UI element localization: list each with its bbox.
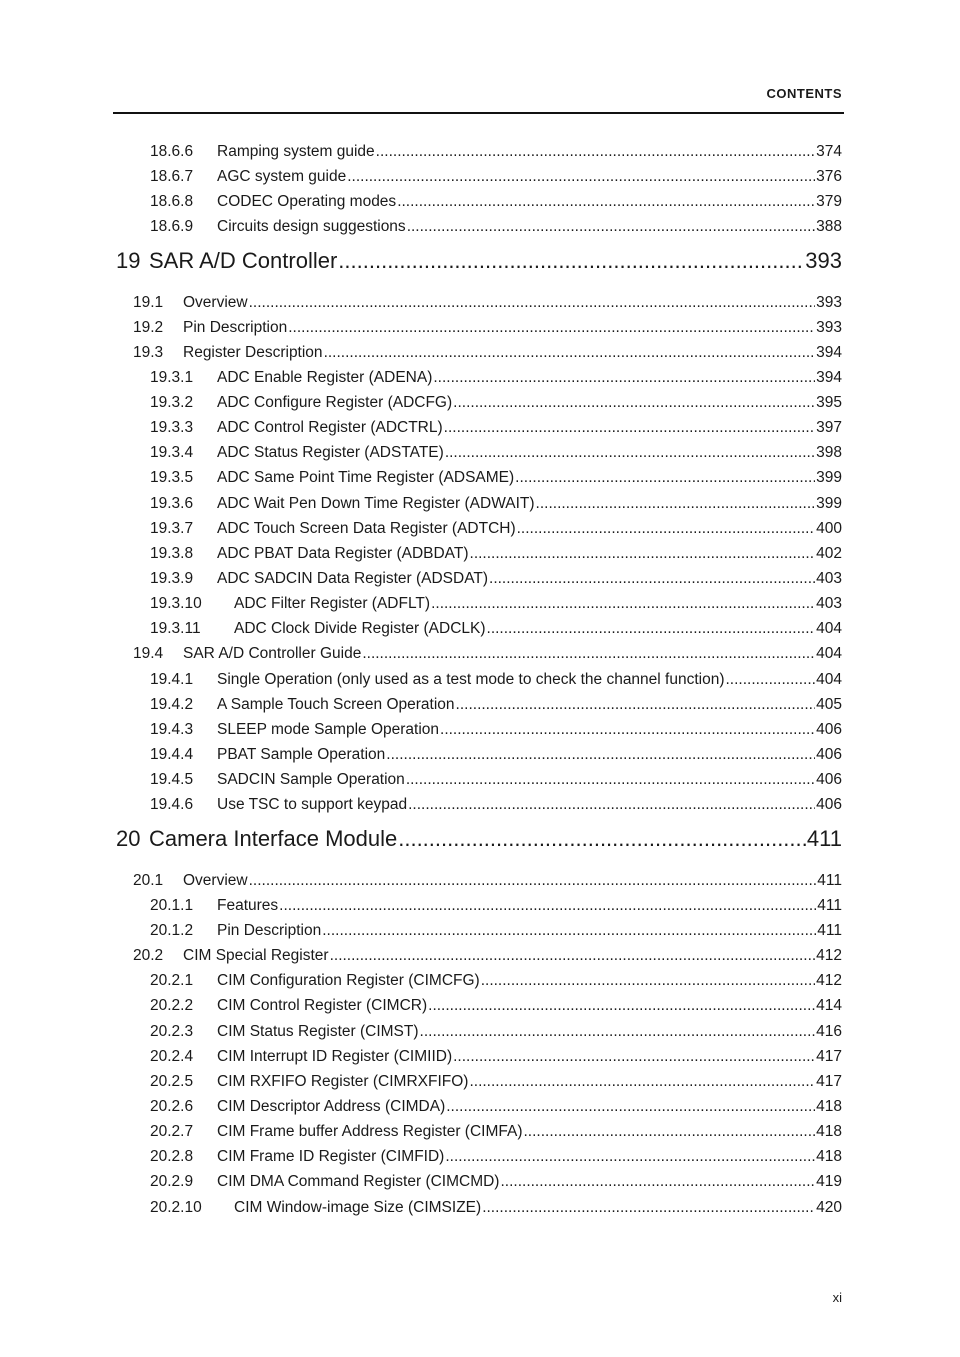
toc-entry-number: 19.3.1 [150, 369, 194, 386]
toc-entry-page: 397 [816, 419, 842, 436]
dot-leader [500, 1173, 815, 1191]
toc-entry-page: 404 [816, 620, 842, 637]
toc-entry[interactable] [150, 1123, 842, 1141]
toc-entry-number: 19.3.5 [150, 469, 194, 486]
toc-entry-page: 374 [816, 143, 842, 160]
toc-entry-page: 388 [816, 218, 842, 235]
dot-leader [470, 545, 816, 563]
toc-entry-page: 414 [816, 997, 842, 1014]
toc-entry-title: ADC Status Register (ADSTATE) [217, 444, 444, 461]
dot-leader [288, 319, 815, 337]
toc-entry-number: 19.4.5 [150, 771, 194, 788]
toc-entry-title: CIM Window-image Size (CIMSIZE) [234, 1199, 482, 1216]
toc-entry-page: 406 [816, 746, 842, 763]
toc-entry-number: 20.2 [133, 947, 164, 964]
toc-entry-title: ADC Control Register (ADCTRL) [217, 419, 443, 436]
toc-entry-number: 20.2.4 [150, 1048, 194, 1065]
toc-entry-title: CIM Descriptor Address (CIMDA) [217, 1098, 446, 1115]
toc-entry-page: 406 [816, 771, 842, 788]
toc-chapter-entry[interactable] [116, 826, 842, 852]
toc-entry[interactable] [150, 922, 842, 940]
toc-entry[interactable] [150, 143, 842, 161]
toc-entry-title: ADC SADCIN Data Register (ADSDAT) [217, 570, 489, 587]
dot-leader [469, 1073, 815, 1091]
dot-leader [456, 696, 816, 714]
toc-entry-title: CIM Control Register (CIMCR) [217, 997, 428, 1014]
toc-entry[interactable] [133, 947, 842, 965]
toc-entry-page: 376 [816, 168, 842, 185]
toc-entry[interactable] [150, 495, 842, 513]
toc-entry-title: Ramping system guide [217, 143, 375, 160]
toc-entry-title: CIM RXFIFO Register (CIMRXFIFO) [217, 1073, 469, 1090]
toc-entry-page: 406 [816, 796, 842, 813]
toc-entry-title: ADC Configure Register (ADCFG) [217, 394, 453, 411]
dot-leader [536, 495, 816, 513]
toc-entry-title: Overview [183, 294, 248, 311]
dot-leader [398, 826, 806, 852]
toc-entry-number: 20.2.6 [150, 1098, 194, 1115]
dot-leader [726, 671, 816, 689]
toc-entry-number: 19.3.9 [150, 570, 194, 587]
toc-entry-number: 19.3.11 [150, 620, 201, 637]
toc-entry[interactable] [150, 746, 842, 764]
dot-leader [406, 771, 815, 789]
toc-entry-page: 394 [816, 344, 842, 361]
dot-leader [324, 344, 816, 362]
toc-entry-number: 18.6.9 [150, 218, 194, 235]
toc-entry[interactable] [150, 972, 842, 990]
toc-entry[interactable] [150, 1148, 842, 1166]
toc-entry-title: A Sample Touch Screen Operation [217, 696, 455, 713]
toc-entry-number: 19.4.1 [150, 671, 194, 688]
toc-entry[interactable] [133, 872, 842, 890]
toc-entry[interactable] [133, 319, 842, 337]
toc-entry[interactable] [150, 997, 842, 1015]
toc-entry-title: ADC Wait Pen Down Time Register (ADWAIT) [217, 495, 535, 512]
toc-entry-title: Circuits design suggestions [217, 218, 406, 235]
toc-entry-number: 19.3.10 [150, 595, 202, 612]
toc-entry-title: Overview [183, 872, 248, 889]
toc-entry-title: CIM Frame buffer Address Register (CIMFA) [217, 1123, 523, 1140]
toc-entry-page: 405 [816, 696, 842, 713]
toc-entry-page: 394 [816, 369, 842, 386]
toc-entry-title: CIM Status Register (CIMST) [217, 1023, 419, 1040]
toc-entry-page: 404 [816, 671, 842, 688]
toc-entry[interactable] [150, 168, 842, 186]
toc-entry-title: CIM Special Register [183, 947, 329, 964]
toc-entry-title: SAR A/D Controller Guide [183, 645, 362, 662]
toc-entry-page: 417 [816, 1073, 842, 1090]
toc-entry[interactable] [150, 1199, 842, 1217]
toc-entry-page: 379 [816, 193, 842, 210]
toc-entry-title: CIM Frame ID Register (CIMFID) [217, 1148, 445, 1165]
toc-entry[interactable] [150, 469, 842, 487]
toc-entry-page: 399 [816, 469, 842, 486]
toc-entry[interactable] [150, 218, 842, 236]
toc-entry-page: 412 [816, 947, 842, 964]
toc-entry-page: 411 [817, 922, 842, 939]
toc-entry-page: 418 [816, 1098, 842, 1115]
toc-entry-title: SAR A/D Controller [149, 248, 338, 273]
dot-leader [445, 444, 815, 462]
dot-leader [249, 294, 816, 312]
dot-leader [481, 972, 815, 990]
toc-entry-number: 19.3.4 [150, 444, 194, 461]
dot-leader [446, 1098, 815, 1116]
toc-entry-title: CODEC Operating modes [217, 193, 397, 210]
toc-entry-number: 19.3.3 [150, 419, 194, 436]
toc-entry-title: CIM Configuration Register (CIMCFG) [217, 972, 480, 989]
dot-leader [322, 922, 816, 940]
toc-entry[interactable] [150, 1173, 842, 1191]
toc-entry-page: 393 [805, 248, 842, 273]
toc-entry-number: 19.3.8 [150, 545, 194, 562]
running-header: CONTENTS [766, 86, 842, 101]
toc-entry-title: ADC Touch Screen Data Register (ADTCH) [217, 520, 516, 537]
dot-leader [515, 469, 815, 487]
toc-entry[interactable] [150, 1048, 842, 1066]
dot-leader [440, 721, 815, 739]
toc-entry-number: 20.1.2 [150, 922, 194, 939]
toc-entry-number: 20.2.9 [150, 1173, 194, 1190]
toc-entry-number: 19.3.2 [150, 394, 194, 411]
dot-leader [524, 1123, 816, 1141]
toc-entry[interactable] [150, 520, 842, 538]
toc-entry[interactable] [150, 595, 842, 613]
toc-entry-title: ADC PBAT Data Register (ADBDAT) [217, 545, 469, 562]
toc-entry-title: CIM Interrupt ID Register (CIMIID) [217, 1048, 453, 1065]
toc-entry[interactable] [150, 671, 842, 689]
toc-entry[interactable] [150, 696, 842, 714]
toc-entry[interactable] [150, 193, 842, 211]
toc-entry-number: 19.1 [133, 294, 164, 311]
toc-entry[interactable] [133, 294, 842, 312]
toc-entry-number: 20.2.3 [150, 1023, 194, 1040]
dot-leader [376, 143, 815, 161]
toc-entry[interactable] [150, 394, 842, 412]
toc-entry-number: 20.2.8 [150, 1148, 194, 1165]
toc-entry-title: Register Description [183, 344, 323, 361]
toc-entry[interactable] [150, 796, 842, 814]
dot-leader [386, 746, 815, 764]
toc-entry[interactable] [150, 620, 842, 638]
toc-entry[interactable] [150, 570, 842, 588]
toc-entry-page: 403 [816, 570, 842, 587]
toc-entry[interactable] [133, 344, 842, 362]
toc-entry-page: 402 [816, 545, 842, 562]
toc-entry-page: 419 [816, 1173, 842, 1190]
toc-entry[interactable] [133, 645, 842, 663]
toc-entry-number: 20.1.1 [150, 897, 194, 914]
toc-entry-page: 411 [806, 826, 842, 851]
toc-entry-title: PBAT Sample Operation [217, 746, 386, 763]
toc-entry[interactable] [150, 1098, 842, 1116]
dot-leader [445, 1148, 815, 1166]
dot-leader [453, 394, 815, 412]
dot-leader [279, 897, 816, 915]
dot-leader [408, 796, 815, 814]
toc-entry[interactable] [150, 771, 842, 789]
toc-entry-number: 19.3.6 [150, 495, 194, 512]
dot-leader [433, 369, 815, 387]
toc-entry-number: 20.2.2 [150, 997, 194, 1014]
toc-entry-number: 19.4.4 [150, 746, 194, 763]
toc-chapter-entry[interactable] [116, 248, 842, 274]
dot-leader [487, 620, 816, 638]
dot-leader [482, 1199, 815, 1217]
toc-entry-title: AGC system guide [217, 168, 347, 185]
toc-entry-page: 398 [816, 444, 842, 461]
dot-leader [330, 947, 816, 965]
header-rule [113, 112, 844, 114]
toc-entry-number: 18.6.7 [150, 168, 194, 185]
toc-entry-page: 418 [816, 1148, 842, 1165]
toc-entry-title: Pin Description [183, 319, 288, 336]
toc-entry-page: 406 [816, 721, 842, 738]
toc-entry-number: 20.2.10 [150, 1199, 202, 1216]
toc-entry-title: ADC Clock Divide Register (ADCLK) [234, 620, 486, 637]
toc-entry[interactable] [150, 1023, 842, 1041]
toc-entry-page: 420 [816, 1199, 842, 1216]
dot-leader [249, 872, 817, 890]
toc-entry-page: 399 [816, 495, 842, 512]
toc-entry-title: Pin Description [217, 922, 322, 939]
dot-leader [517, 520, 816, 538]
toc-entry-number: 19 [116, 248, 141, 273]
toc-entry-page: 418 [816, 1123, 842, 1140]
toc-entry-number: 19.4.2 [150, 696, 194, 713]
toc-entry-title: Use TSC to support keypad [217, 796, 408, 813]
toc-entry-title: Features [217, 897, 279, 914]
toc-entry-page: 411 [817, 897, 842, 914]
toc-entry[interactable] [150, 545, 842, 563]
dot-leader [338, 248, 804, 274]
dot-leader [347, 168, 815, 186]
dot-leader [431, 595, 815, 613]
toc-entry-number: 20.1 [133, 872, 164, 889]
dot-leader [453, 1048, 815, 1066]
toc-entry-title: CIM DMA Command Register (CIMCMD) [217, 1173, 500, 1190]
toc-entry-page: 411 [817, 872, 842, 889]
toc-entry-page: 400 [816, 520, 842, 537]
toc-entry-number: 20.2.5 [150, 1073, 194, 1090]
toc-entry-title: ADC Enable Register (ADENA) [217, 369, 433, 386]
dot-leader [407, 218, 815, 236]
toc-entry-page: 404 [816, 645, 842, 662]
toc-entry-number: 19.2 [133, 319, 164, 336]
dot-leader [397, 193, 815, 211]
dot-leader [489, 570, 815, 588]
toc-entry-page: 412 [816, 972, 842, 989]
toc-entry[interactable] [150, 897, 842, 915]
toc-entry-title: SLEEP mode Sample Operation [217, 721, 440, 738]
toc-entry-title: ADC Filter Register (ADFLT) [234, 595, 431, 612]
toc-entry-number: 19.4.6 [150, 796, 194, 813]
toc-entry-page: 417 [816, 1048, 842, 1065]
page-number: xi [832, 1290, 842, 1305]
toc-entry-number: 19.3.7 [150, 520, 194, 537]
toc-entry[interactable] [150, 721, 842, 739]
dot-leader [444, 419, 815, 437]
toc-entry-number: 18.6.8 [150, 193, 194, 210]
toc-entry-title: Camera Interface Module [149, 826, 398, 851]
toc-entry-page: 393 [816, 294, 842, 311]
toc-entry[interactable] [150, 419, 842, 437]
toc-entry-number: 19.3 [133, 344, 164, 361]
toc-entry-page: 403 [816, 595, 842, 612]
toc-entry-title: Single Operation (only used as a test mode to check the channel function) [217, 671, 725, 688]
dot-leader [420, 1023, 816, 1041]
toc-entry[interactable] [150, 444, 842, 462]
toc-entry[interactable] [150, 369, 842, 387]
toc-entry[interactable] [150, 1073, 842, 1091]
toc-entry-page: 395 [816, 394, 842, 411]
dot-leader [428, 997, 815, 1015]
toc-entry-page: 393 [816, 319, 842, 336]
toc-entry-number: 19.4.3 [150, 721, 194, 738]
toc-entry-title: SADCIN Sample Operation [217, 771, 405, 788]
dot-leader [362, 645, 815, 663]
toc-entry-number: 19.4 [133, 645, 164, 662]
toc-entry-number: 18.6.6 [150, 143, 194, 160]
toc-entry-number: 20.2.7 [150, 1123, 194, 1140]
toc-entry-title: ADC Same Point Time Register (ADSAME) [217, 469, 515, 486]
toc-entry-number: 20 [116, 826, 141, 851]
toc-entry-page: 416 [816, 1023, 842, 1040]
toc-entry-number: 20.2.1 [150, 972, 194, 989]
